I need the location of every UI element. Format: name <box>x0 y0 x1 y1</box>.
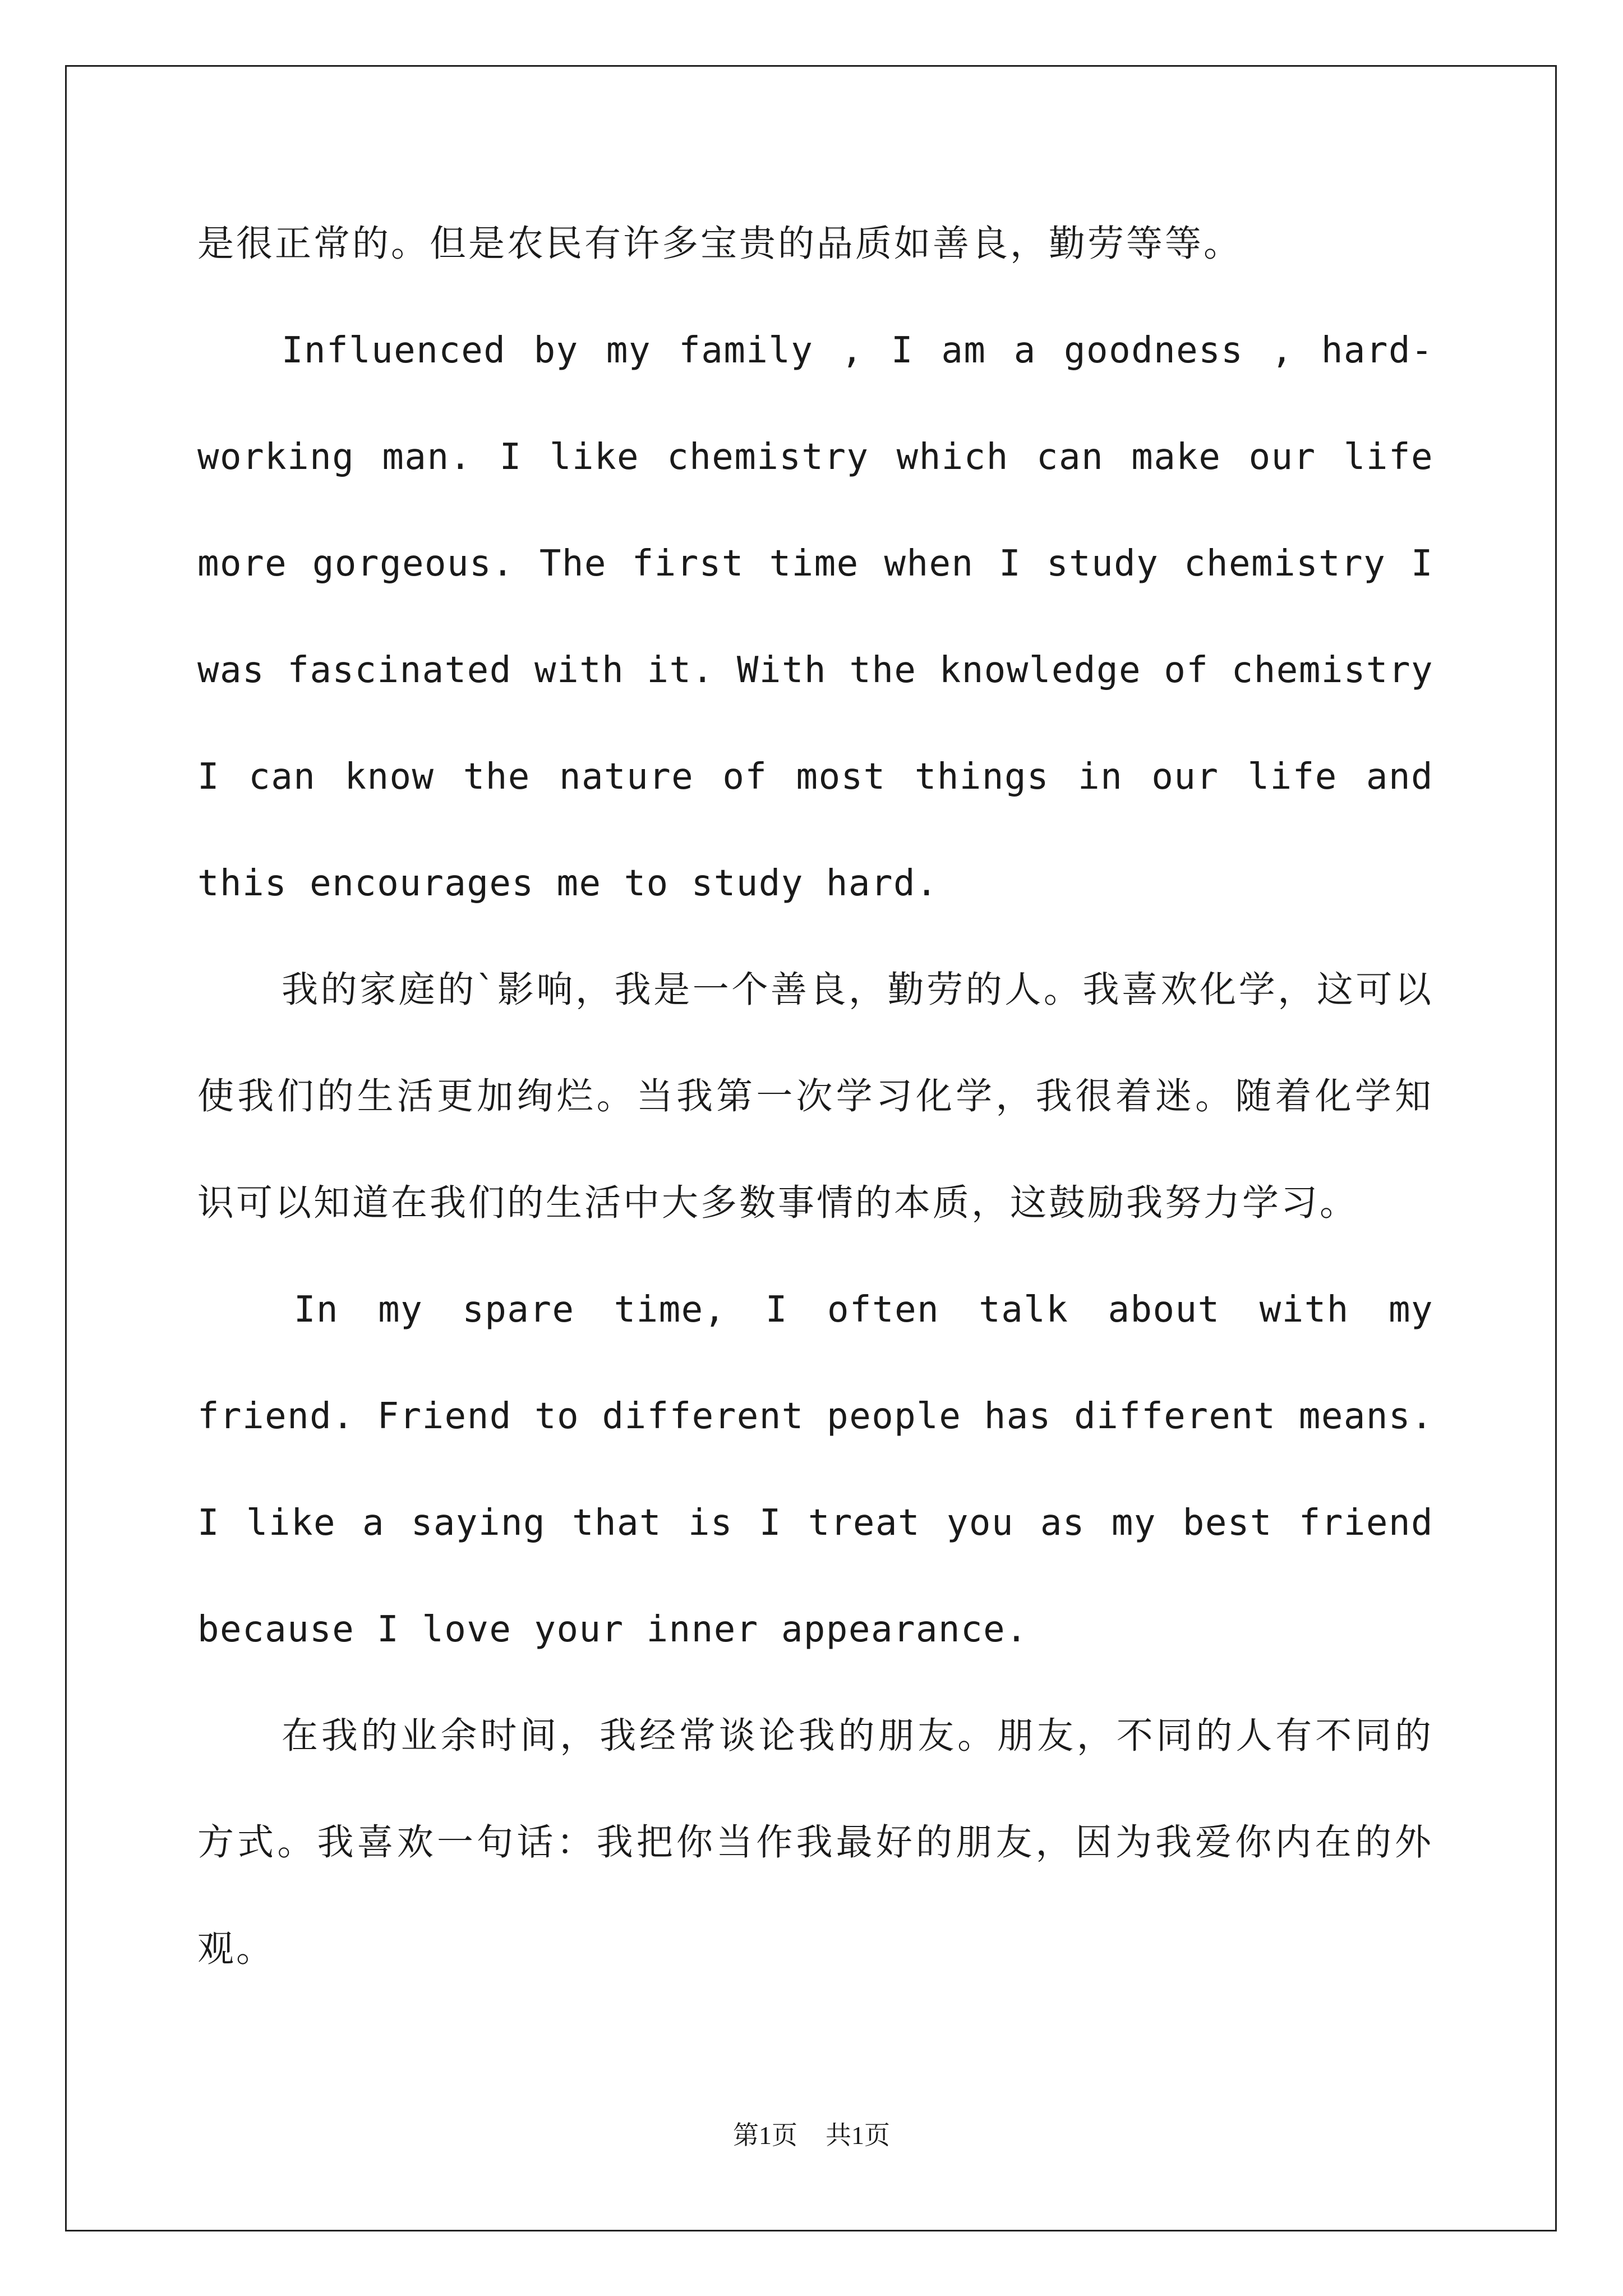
page-number-current: 第1页 <box>733 2121 797 2150</box>
paragraph-1: 是很正常的。但是农民有许多宝贵的品质如善良，勤劳等等。 <box>197 223 1243 265</box>
paragraph-3: 我的家庭的`影响，我是一个善良，勤劳的人。我喜欢化学，这可以使我们的生活更加绚烂。当我第一次学习化学，我很着迷。随着化学知识可以知道在我们的生活中大多数事情的本质，这鼓励我努力学习。 <box>197 969 1433 1224</box>
paragraph-4: In my spare time, I often talk about with my friend. Friend to different people has different means. I like a saying that is I treat you as my best friend because I love your inner appearance. <box>197 1289 1433 1650</box>
page-footer <box>0 2115 1623 2152</box>
page-number-total: 共1页 <box>826 2121 890 2150</box>
paragraph-2: Influenced by my family , I am a goodness , hard-working man. I like chemistry which can make our life more gorgeous. The first time when I study chemistry I was fascinated with it. With the knowledge of chemistry I can know the nature of most things in our life and this encourages me to study hard. <box>197 330 1433 904</box>
paragraph-5: 在我的业余时间，我经常谈论我的朋友。朋友，不同的人有不同的方式。我喜欢一句话：我把你当作我最好的朋友，因为我爱你内在的外观。 <box>197 1715 1433 1970</box>
document-body <box>197 191 1433 2003</box>
